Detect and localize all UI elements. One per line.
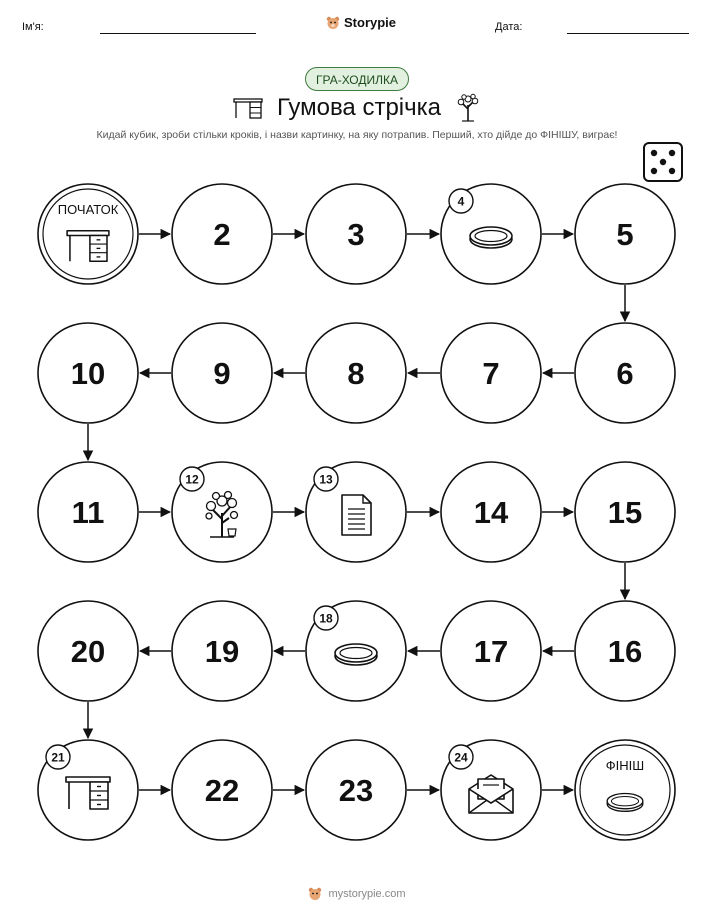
board-cell-25[interactable] [575,740,675,840]
date-label: Дата: [495,21,523,33]
board-cell-13[interactable] [306,462,406,562]
cell-number: 17 [473,634,509,669]
board-cell-17[interactable] [441,601,541,701]
board-cell-18[interactable] [306,601,406,701]
cell-circle [575,740,675,840]
board-cell-21[interactable] [38,740,138,840]
board-cell-16[interactable] [575,601,675,701]
game-instructions: Кидай кубик, зроби стільки кроків, і назви картинку, на яку потрапив. Перший, хто дійде до ФІНІШУ, виграє! [96,129,618,141]
cell-number: 22 [204,773,240,808]
board-cell-5[interactable] [575,184,675,284]
board-cell-19[interactable] [172,601,272,701]
cell-number: 13 [319,472,333,487]
board-cell-3[interactable] [306,184,406,284]
footer-site[interactable]: mystorypie.com [328,888,406,900]
board-cell-9[interactable] [172,323,272,423]
document-icon [342,495,371,535]
cell-number: 15 [607,495,643,530]
cell-number: 3 [347,217,365,252]
board-cell-12[interactable] [172,462,272,562]
rubber-band-icon [335,644,377,665]
board-cell-4[interactable] [441,184,541,284]
board-cell-14[interactable] [441,462,541,562]
cell-number: 19 [204,634,240,669]
board-cell-10[interactable] [38,323,138,423]
cell-number: 18 [319,611,333,626]
board-cell-15[interactable] [575,462,675,562]
cell-number: 4 [457,194,465,209]
cell-number: 14 [473,495,509,530]
cell-number: 21 [51,750,65,765]
footer [0,887,714,901]
cell-number: 8 [347,356,365,391]
cell-number: 6 [616,356,634,391]
board-cell-8[interactable] [306,323,406,423]
cell-number: 5 [616,217,634,252]
name-label: Ім'я: [22,21,44,33]
rubber-band-icon [607,794,643,812]
cell-number: 24 [454,750,468,765]
game-type-badge: ГРА-ХОДИЛКА [305,67,409,91]
cell-number: 9 [213,356,231,391]
board-cell-7[interactable] [441,323,541,423]
board-cell-1[interactable] [38,184,138,284]
cell-number: 2 [213,217,231,252]
board-cell-23[interactable] [306,740,406,840]
board-cell-2[interactable] [172,184,272,284]
cell-number: 7 [482,356,500,391]
cell-number: 11 [71,495,105,530]
rubber-band-icon [470,227,512,248]
bear-logo-icon [308,887,322,901]
game-title: Гумова стрічка [276,94,441,121]
start-label: ПОЧАТОК [57,202,119,217]
cell-number: 16 [607,634,643,669]
board-cell-11[interactable] [38,462,138,562]
board-cell-24[interactable] [441,740,541,840]
brand-name: Storypie [344,15,397,30]
finish-label: ФІНІШ [605,758,645,773]
cell-number: 23 [338,773,374,808]
board-cell-20[interactable] [38,601,138,701]
board-cell-6[interactable] [575,323,675,423]
board-cell-22[interactable] [172,740,272,840]
cell-number: 20 [70,634,106,669]
cell-number: 12 [185,472,199,487]
cell-number: 10 [70,356,106,391]
